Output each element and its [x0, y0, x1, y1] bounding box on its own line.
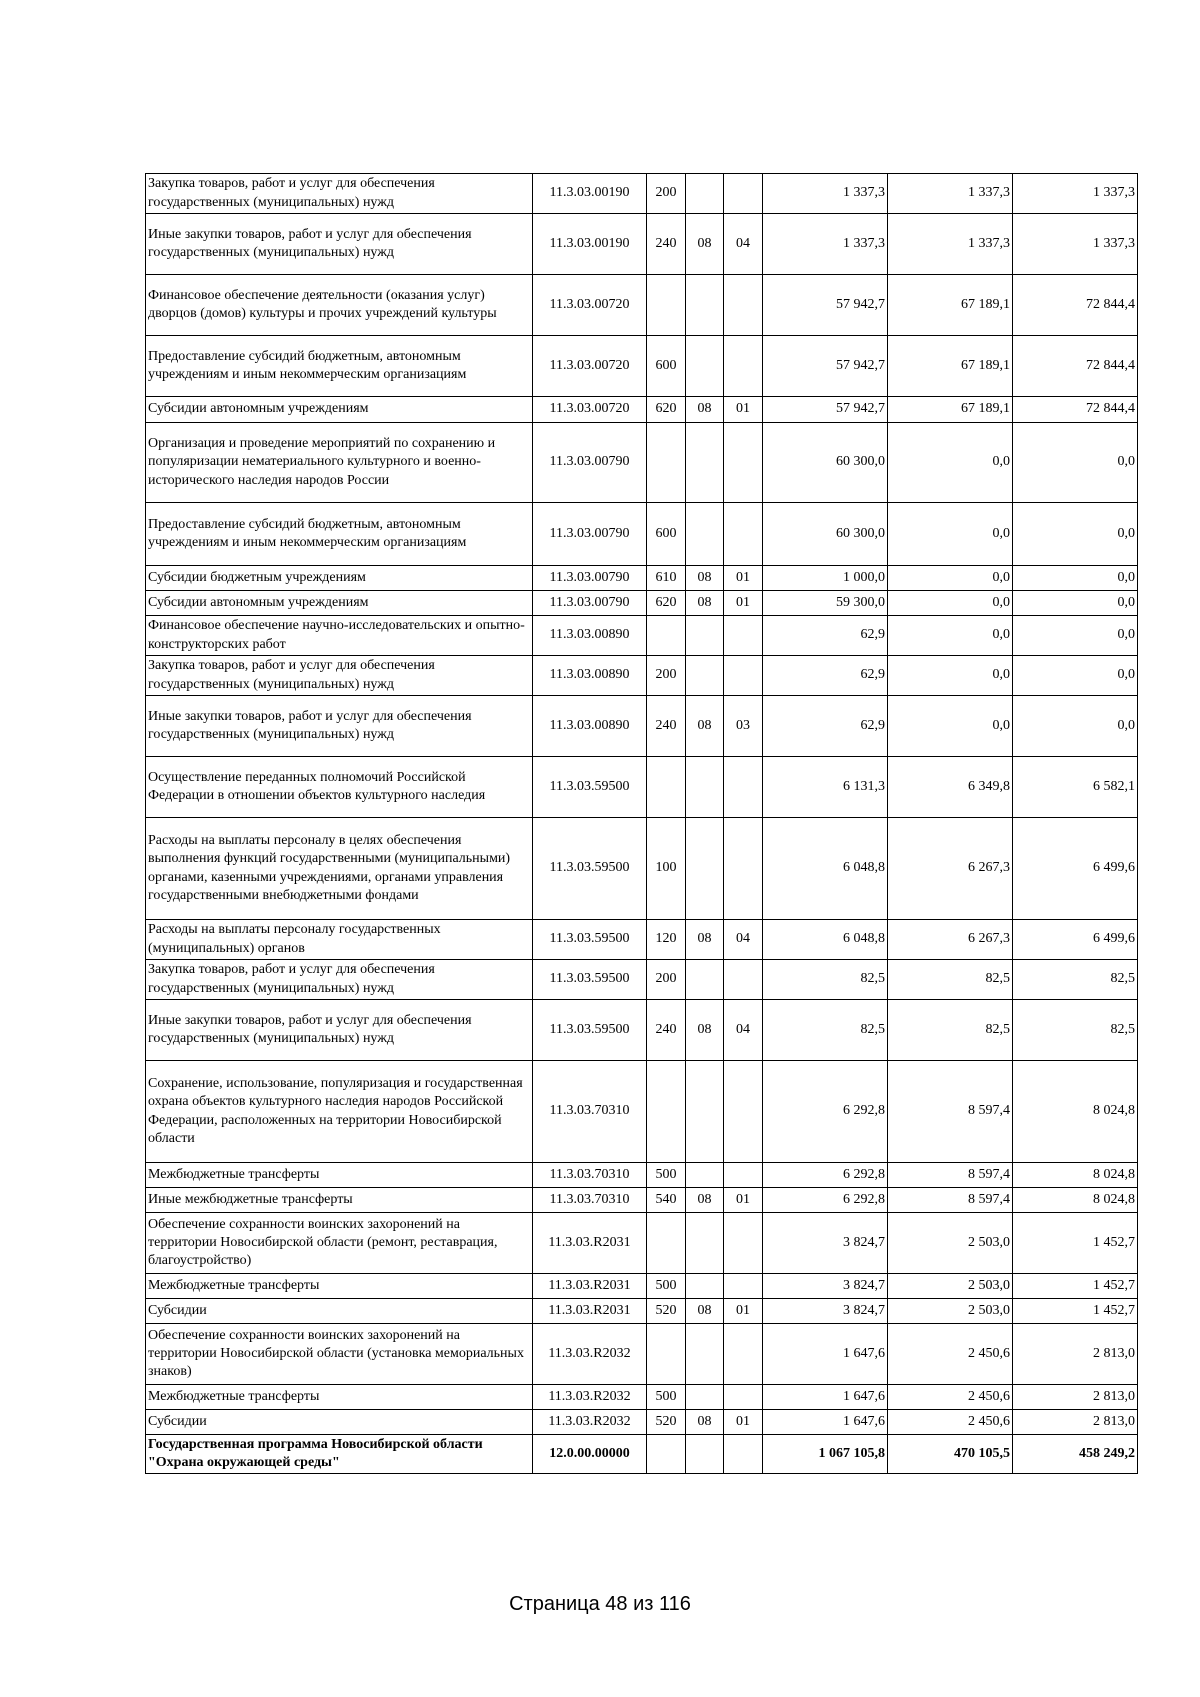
- table-row: [146, 591, 1138, 616]
- cell-subsection: [724, 503, 763, 566]
- cell-amount-year3: 72 844,4: [1013, 397, 1138, 423]
- cell-target-code: 11.3.03.00890: [533, 696, 647, 757]
- cell-amount-year1: 6 048,8: [763, 920, 888, 960]
- page-number: Страница 48 из 116: [509, 1593, 691, 1615]
- cell-amount-year1: 60 300,0: [763, 503, 888, 566]
- cell-name: Финансовое обеспечение деятельности (оказания услуг) дворцов (домов) культуры и прочих учреждений культуры: [146, 275, 533, 336]
- cell-amount-year3: 82,5: [1013, 1000, 1138, 1061]
- cell-expense-type: 240: [647, 214, 686, 275]
- cell-expense-type: 240: [647, 1000, 686, 1061]
- cell-name: Расходы на выплаты персоналу государственных (муниципальных) органов: [146, 920, 533, 960]
- cell-name: Закупка товаров, работ и услуг для обеспечения государственных (муниципальных) нужд: [146, 174, 533, 214]
- cell-amount-year3: 1 337,3: [1013, 174, 1138, 214]
- cell-section: 08: [686, 1299, 724, 1324]
- cell-amount-year2: 2 450,6: [888, 1410, 1013, 1435]
- cell-target-code: 11.3.03.00890: [533, 656, 647, 696]
- cell-expense-type: 600: [647, 336, 686, 397]
- cell-amount-year1: 3 824,7: [763, 1274, 888, 1299]
- cell-section: [686, 1163, 724, 1188]
- cell-section: 08: [686, 397, 724, 423]
- cell-section: 08: [686, 566, 724, 591]
- table-row: [146, 1188, 1138, 1213]
- cell-amount-year3: 8 024,8: [1013, 1061, 1138, 1163]
- table-row: [146, 696, 1138, 757]
- cell-subsection: [724, 818, 763, 920]
- cell-amount-year1: 59 300,0: [763, 591, 888, 616]
- cell-amount-year1: 3 824,7: [763, 1213, 888, 1274]
- cell-name: Обеспечение сохранности воинских захоронений на территории Новосибирской области (ремонт, реставрация, благоустройство): [146, 1213, 533, 1274]
- cell-amount-year1: 6 292,8: [763, 1061, 888, 1163]
- cell-amount-year3: 1 452,7: [1013, 1299, 1138, 1324]
- cell-target-code: 11.3.03.00790: [533, 423, 647, 503]
- cell-name: Межбюджетные трансферты: [146, 1163, 533, 1188]
- cell-subsection: 03: [724, 696, 763, 757]
- cell-name: Обеспечение сохранности воинских захоронений на территории Новосибирской области (установка мемориальных знаков): [146, 1324, 533, 1385]
- cell-amount-year1: 3 824,7: [763, 1299, 888, 1324]
- cell-section: [686, 656, 724, 696]
- cell-subsection: [724, 616, 763, 656]
- cell-target-code: 11.3.03.R2032: [533, 1324, 647, 1385]
- cell-expense-type: [647, 1213, 686, 1274]
- cell-section: [686, 818, 724, 920]
- cell-expense-type: 610: [647, 566, 686, 591]
- cell-amount-year2: 67 189,1: [888, 397, 1013, 423]
- cell-target-code: 11.3.03.00890: [533, 616, 647, 656]
- table-row: [146, 503, 1138, 566]
- cell-subsection: [724, 1324, 763, 1385]
- cell-expense-type: [647, 1324, 686, 1385]
- cell-section: [686, 757, 724, 818]
- cell-expense-type: 200: [647, 656, 686, 696]
- cell-amount-year3: 0,0: [1013, 591, 1138, 616]
- cell-amount-year1: 62,9: [763, 656, 888, 696]
- cell-amount-year2: 67 189,1: [888, 336, 1013, 397]
- cell-amount-year2: 82,5: [888, 960, 1013, 1000]
- cell-section: 08: [686, 1000, 724, 1061]
- cell-target-code: 11.3.03.00190: [533, 174, 647, 214]
- table-row: [146, 1435, 1138, 1474]
- cell-expense-type: 520: [647, 1410, 686, 1435]
- cell-section: 08: [686, 591, 724, 616]
- cell-amount-year2: 0,0: [888, 656, 1013, 696]
- cell-expense-type: 240: [647, 696, 686, 757]
- cell-amount-year1: 1 647,6: [763, 1324, 888, 1385]
- cell-amount-year3: 1 337,3: [1013, 214, 1138, 275]
- cell-amount-year2: 8 597,4: [888, 1188, 1013, 1213]
- cell-name: Иные закупки товаров, работ и услуг для обеспечения государственных (муниципальных) нужд: [146, 214, 533, 275]
- cell-name: Иные межбюджетные трансферты: [146, 1188, 533, 1213]
- cell-subsection: [724, 656, 763, 696]
- cell-amount-year2: 1 337,3: [888, 214, 1013, 275]
- table-row: [146, 757, 1138, 818]
- cell-subsection: 04: [724, 1000, 763, 1061]
- cell-amount-year2: 8 597,4: [888, 1061, 1013, 1163]
- cell-amount-year2: 0,0: [888, 423, 1013, 503]
- cell-amount-year3: 8 024,8: [1013, 1188, 1138, 1213]
- cell-section: [686, 423, 724, 503]
- cell-amount-year1: 6 048,8: [763, 818, 888, 920]
- cell-target-code: 11.3.03.00190: [533, 214, 647, 275]
- cell-amount-year2: 2 503,0: [888, 1299, 1013, 1324]
- cell-section: [686, 503, 724, 566]
- cell-subsection: [724, 423, 763, 503]
- cell-target-code: 11.3.03.00790: [533, 566, 647, 591]
- cell-amount-year3: 0,0: [1013, 423, 1138, 503]
- cell-target-code: 11.3.03.00790: [533, 503, 647, 566]
- cell-amount-year1: 82,5: [763, 1000, 888, 1061]
- table-row: [146, 1299, 1138, 1324]
- cell-section: [686, 616, 724, 656]
- table-row: [146, 214, 1138, 275]
- table-row: [146, 1410, 1138, 1435]
- cell-amount-year3: 0,0: [1013, 696, 1138, 757]
- cell-subsection: [724, 1385, 763, 1410]
- cell-amount-year1: 1 337,3: [763, 174, 888, 214]
- cell-name: Межбюджетные трансферты: [146, 1274, 533, 1299]
- cell-section: [686, 1324, 724, 1385]
- cell-amount-year2: 1 337,3: [888, 174, 1013, 214]
- cell-expense-type: [647, 1061, 686, 1163]
- cell-subsection: [724, 174, 763, 214]
- cell-amount-year2: 6 267,3: [888, 818, 1013, 920]
- cell-amount-year3: 6 499,6: [1013, 818, 1138, 920]
- cell-target-code: 11.3.03.R2031: [533, 1274, 647, 1299]
- cell-subsection: 01: [724, 591, 763, 616]
- cell-subsection: [724, 1213, 763, 1274]
- cell-section: [686, 1385, 724, 1410]
- cell-amount-year2: 0,0: [888, 616, 1013, 656]
- cell-subsection: 01: [724, 566, 763, 591]
- cell-subsection: [724, 960, 763, 1000]
- cell-amount-year1: 62,9: [763, 696, 888, 757]
- cell-expense-type: 540: [647, 1188, 686, 1213]
- cell-name: Иные закупки товаров, работ и услуг для обеспечения государственных (муниципальных) нужд: [146, 1000, 533, 1061]
- cell-amount-year3: 6 582,1: [1013, 757, 1138, 818]
- table-row: [146, 397, 1138, 423]
- cell-section: [686, 1274, 724, 1299]
- cell-amount-year2: 6 267,3: [888, 920, 1013, 960]
- cell-amount-year3: 1 452,7: [1013, 1213, 1138, 1274]
- cell-amount-year3: 6 499,6: [1013, 920, 1138, 960]
- cell-section: [686, 1061, 724, 1163]
- cell-expense-type: 120: [647, 920, 686, 960]
- cell-target-code: 11.3.03.00720: [533, 397, 647, 423]
- cell-target-code: 11.3.03.00790: [533, 591, 647, 616]
- cell-expense-type: 500: [647, 1163, 686, 1188]
- cell-name: Государственная программа Новосибирской области "Охрана окружающей среды": [146, 1435, 533, 1474]
- cell-expense-type: [647, 616, 686, 656]
- cell-name: Организация и проведение мероприятий по сохранению и популяризации нематериального культурного и военно-исторического наследия народов России: [146, 423, 533, 503]
- table-row: [146, 336, 1138, 397]
- cell-subsection: 04: [724, 920, 763, 960]
- cell-name: Субсидии бюджетным учреждениям: [146, 566, 533, 591]
- cell-amount-year3: 0,0: [1013, 656, 1138, 696]
- cell-section: 08: [686, 1188, 724, 1213]
- cell-amount-year3: 2 813,0: [1013, 1410, 1138, 1435]
- cell-name: Межбюджетные трансферты: [146, 1385, 533, 1410]
- cell-name: Субсидии: [146, 1299, 533, 1324]
- cell-subsection: 01: [724, 1299, 763, 1324]
- cell-amount-year1: 1 000,0: [763, 566, 888, 591]
- cell-subsection: [724, 336, 763, 397]
- cell-amount-year2: 2 450,6: [888, 1385, 1013, 1410]
- cell-section: 08: [686, 696, 724, 757]
- cell-amount-year2: 470 105,5: [888, 1435, 1013, 1474]
- cell-expense-type: 200: [647, 174, 686, 214]
- cell-amount-year2: 0,0: [888, 591, 1013, 616]
- cell-target-code: 11.3.03.00720: [533, 275, 647, 336]
- cell-amount-year2: 0,0: [888, 696, 1013, 757]
- cell-amount-year2: 6 349,8: [888, 757, 1013, 818]
- cell-subsection: [724, 1061, 763, 1163]
- table-row: [146, 960, 1138, 1000]
- cell-name: Субсидии автономным учреждениям: [146, 397, 533, 423]
- cell-amount-year1: 60 300,0: [763, 423, 888, 503]
- cell-section: [686, 336, 724, 397]
- cell-target-code: 11.3.03.R2032: [533, 1385, 647, 1410]
- cell-target-code: 11.3.03.00720: [533, 336, 647, 397]
- cell-amount-year1: 82,5: [763, 960, 888, 1000]
- cell-subsection: [724, 1163, 763, 1188]
- cell-amount-year1: 1 647,6: [763, 1410, 888, 1435]
- cell-target-code: 12.0.00.00000: [533, 1435, 647, 1474]
- cell-target-code: 11.3.03.70310: [533, 1163, 647, 1188]
- cell-name: Финансовое обеспечение научно-исследовательских и опытно-конструкторских работ: [146, 616, 533, 656]
- cell-subsection: [724, 1274, 763, 1299]
- cell-section: [686, 1435, 724, 1474]
- cell-name: Закупка товаров, работ и услуг для обеспечения государственных (муниципальных) нужд: [146, 656, 533, 696]
- cell-target-code: 11.3.03.59500: [533, 818, 647, 920]
- table-row: [146, 818, 1138, 920]
- cell-amount-year3: 8 024,8: [1013, 1163, 1138, 1188]
- cell-section: [686, 174, 724, 214]
- cell-amount-year3: 2 813,0: [1013, 1385, 1138, 1410]
- table-row: [146, 1213, 1138, 1274]
- cell-amount-year3: 1 452,7: [1013, 1274, 1138, 1299]
- table-row: [146, 656, 1138, 696]
- cell-expense-type: 620: [647, 397, 686, 423]
- cell-amount-year1: 6 292,8: [763, 1188, 888, 1213]
- budget-table: [145, 173, 1138, 1474]
- cell-name: Закупка товаров, работ и услуг для обеспечения государственных (муниципальных) нужд: [146, 960, 533, 1000]
- cell-target-code: 11.3.03.59500: [533, 960, 647, 1000]
- cell-name: Субсидии автономным учреждениям: [146, 591, 533, 616]
- cell-expense-type: 500: [647, 1274, 686, 1299]
- cell-target-code: 11.3.03.59500: [533, 1000, 647, 1061]
- cell-target-code: 11.3.03.59500: [533, 757, 647, 818]
- cell-amount-year3: 2 813,0: [1013, 1324, 1138, 1385]
- table-body: [146, 174, 1138, 1474]
- cell-amount-year1: 1 647,6: [763, 1385, 888, 1410]
- cell-amount-year1: 6 292,8: [763, 1163, 888, 1188]
- cell-amount-year2: 0,0: [888, 566, 1013, 591]
- cell-amount-year1: 57 942,7: [763, 275, 888, 336]
- cell-expense-type: [647, 757, 686, 818]
- cell-target-code: 11.3.03.R2031: [533, 1299, 647, 1324]
- cell-amount-year3: 0,0: [1013, 503, 1138, 566]
- cell-subsection: [724, 1435, 763, 1474]
- cell-expense-type: 500: [647, 1385, 686, 1410]
- cell-amount-year1: 1 067 105,8: [763, 1435, 888, 1474]
- cell-subsection: [724, 275, 763, 336]
- table-row: [146, 423, 1138, 503]
- table-row: [146, 1385, 1138, 1410]
- cell-amount-year3: 72 844,4: [1013, 336, 1138, 397]
- cell-name: Осуществление переданных полномочий Российской Федерации в отношении объектов культурного наследия: [146, 757, 533, 818]
- cell-amount-year1: 6 131,3: [763, 757, 888, 818]
- cell-amount-year2: 67 189,1: [888, 275, 1013, 336]
- table-row: [146, 1061, 1138, 1163]
- cell-amount-year2: 82,5: [888, 1000, 1013, 1061]
- table-row: [146, 1000, 1138, 1061]
- cell-target-code: 11.3.03.R2031: [533, 1213, 647, 1274]
- cell-name: Расходы на выплаты персоналу в целях обеспечения выполнения функций государственными (муниципальными) органами, казенными учреждениями, органами управления государственными внебюджетными фондами: [146, 818, 533, 920]
- cell-subsection: 01: [724, 1410, 763, 1435]
- cell-subsection: 04: [724, 214, 763, 275]
- cell-amount-year3: 82,5: [1013, 960, 1138, 1000]
- cell-section: [686, 960, 724, 1000]
- table-row: [146, 616, 1138, 656]
- cell-target-code: 11.3.03.59500: [533, 920, 647, 960]
- cell-amount-year1: 62,9: [763, 616, 888, 656]
- cell-section: 08: [686, 920, 724, 960]
- cell-section: [686, 1213, 724, 1274]
- cell-amount-year2: 2 503,0: [888, 1213, 1013, 1274]
- cell-expense-type: 100: [647, 818, 686, 920]
- cell-name: Предоставление субсидий бюджетным, автономным учреждениям и иным некоммерческим организациям: [146, 336, 533, 397]
- cell-subsection: [724, 757, 763, 818]
- cell-expense-type: [647, 1435, 686, 1474]
- table-row: [146, 1163, 1138, 1188]
- cell-amount-year2: 8 597,4: [888, 1163, 1013, 1188]
- cell-section: 08: [686, 214, 724, 275]
- table-row: [146, 566, 1138, 591]
- cell-target-code: 11.3.03.70310: [533, 1061, 647, 1163]
- cell-amount-year3: 0,0: [1013, 616, 1138, 656]
- table-row: [146, 174, 1138, 214]
- cell-section: 08: [686, 1410, 724, 1435]
- table-row: [146, 1324, 1138, 1385]
- cell-expense-type: 200: [647, 960, 686, 1000]
- cell-name: Сохранение, использование, популяризация и государственная охрана объектов культурного наследия народов Российской Федерации, расположенных на территории Новосибирской области: [146, 1061, 533, 1163]
- cell-amount-year1: 57 942,7: [763, 397, 888, 423]
- cell-expense-type: [647, 423, 686, 503]
- table-row: [146, 1274, 1138, 1299]
- cell-target-code: 11.3.03.R2032: [533, 1410, 647, 1435]
- cell-amount-year2: 2 503,0: [888, 1274, 1013, 1299]
- cell-expense-type: [647, 275, 686, 336]
- cell-subsection: 01: [724, 1188, 763, 1213]
- cell-name: Иные закупки товаров, работ и услуг для обеспечения государственных (муниципальных) нужд: [146, 696, 533, 757]
- table-row: [146, 275, 1138, 336]
- cell-expense-type: 520: [647, 1299, 686, 1324]
- cell-name: Предоставление субсидий бюджетным, автономным учреждениям и иным некоммерческим организациям: [146, 503, 533, 566]
- cell-expense-type: 600: [647, 503, 686, 566]
- cell-amount-year1: 1 337,3: [763, 214, 888, 275]
- cell-target-code: 11.3.03.70310: [533, 1188, 647, 1213]
- cell-amount-year2: 2 450,6: [888, 1324, 1013, 1385]
- cell-amount-year3: 72 844,4: [1013, 275, 1138, 336]
- cell-subsection: 01: [724, 397, 763, 423]
- table-row: [146, 920, 1138, 960]
- cell-amount-year1: 57 942,7: [763, 336, 888, 397]
- cell-amount-year2: 0,0: [888, 503, 1013, 566]
- cell-section: [686, 275, 724, 336]
- cell-name: Субсидии: [146, 1410, 533, 1435]
- cell-expense-type: 620: [647, 591, 686, 616]
- cell-amount-year3: 458 249,2: [1013, 1435, 1138, 1474]
- cell-amount-year3: 0,0: [1013, 566, 1138, 591]
